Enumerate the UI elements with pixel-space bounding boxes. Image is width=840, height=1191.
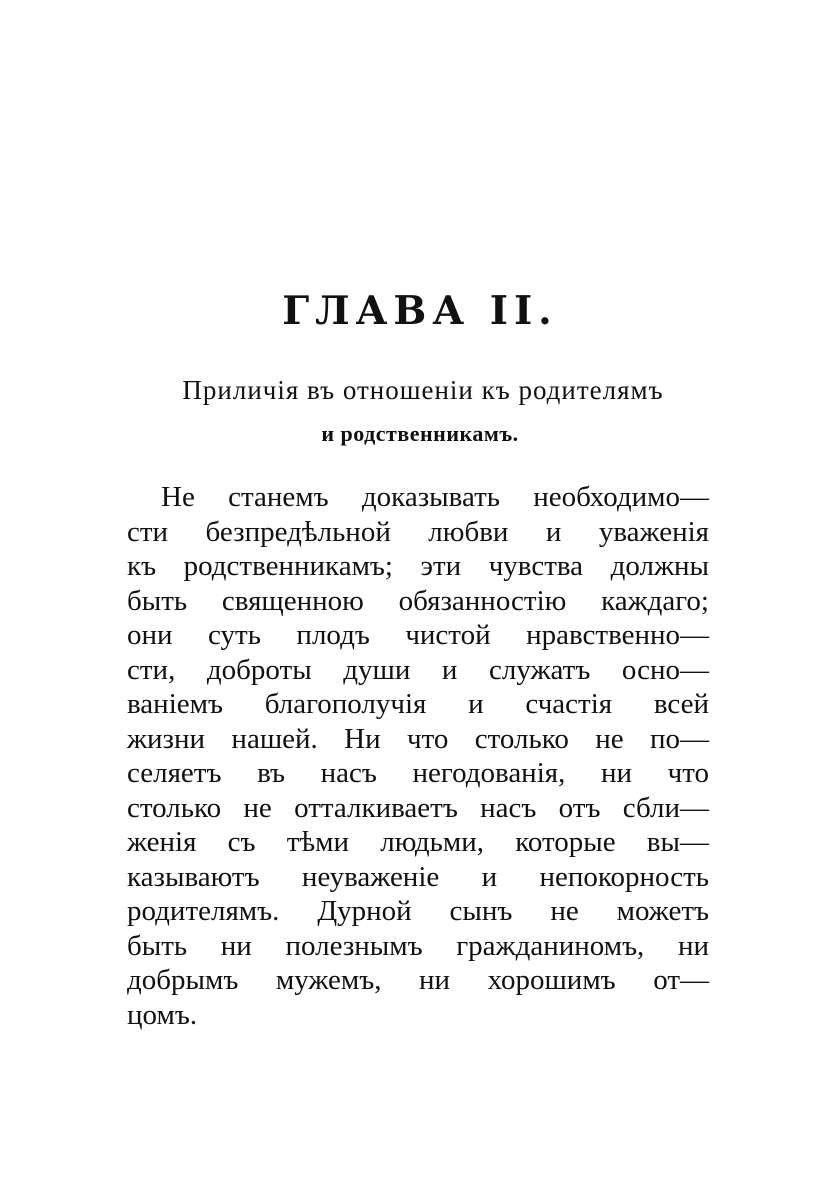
chapter-subtitle [0, 368, 840, 456]
chapter-subtitle-line: Приличія въ отношеніи къ родителямъ [182, 375, 664, 405]
text-line: сти, доброты души и служатъ осно— [127, 653, 709, 686]
text-line: они суть плодъ чистой нравственно— [127, 619, 709, 651]
text-line: Не станемъ доказывать необходимо— [161, 481, 709, 513]
text-line: ваніемъ благополучія и счастія всей [127, 688, 709, 720]
text-line: женія съ тѣми людьми, которые вы— [127, 826, 709, 858]
text-line: селяетъ въ насъ негодованія, ни что [127, 757, 709, 789]
text-line: жизни нашей. Ни что столько не по— [127, 722, 709, 755]
body-paragraph [127, 480, 709, 1032]
text-line: быть ни полезнымъ гражданиномъ, ни [127, 929, 709, 962]
text-line: добрымъ мужемъ, ни хорошимъ от— [127, 964, 709, 996]
text-line: сти безпредѣльной любви и уваженія [127, 515, 709, 548]
text-line: родителямъ. Дурной сынъ не можетъ [127, 895, 709, 927]
text-line: къ родственникамъ; эти чувства должны [127, 550, 709, 582]
text-line: столько не отталкиваетъ насъ отъ сбли— [127, 791, 709, 824]
text-line: цомъ. [127, 998, 198, 1031]
chapter-heading: ГЛАВА II. [282, 288, 558, 334]
text-line: казываютъ неуваженіе и непокорность [127, 860, 709, 893]
text-line: быть священною обязанностію каждаго; [127, 584, 709, 617]
chapter-subtitle-line: и родственникамъ. [321, 421, 519, 446]
